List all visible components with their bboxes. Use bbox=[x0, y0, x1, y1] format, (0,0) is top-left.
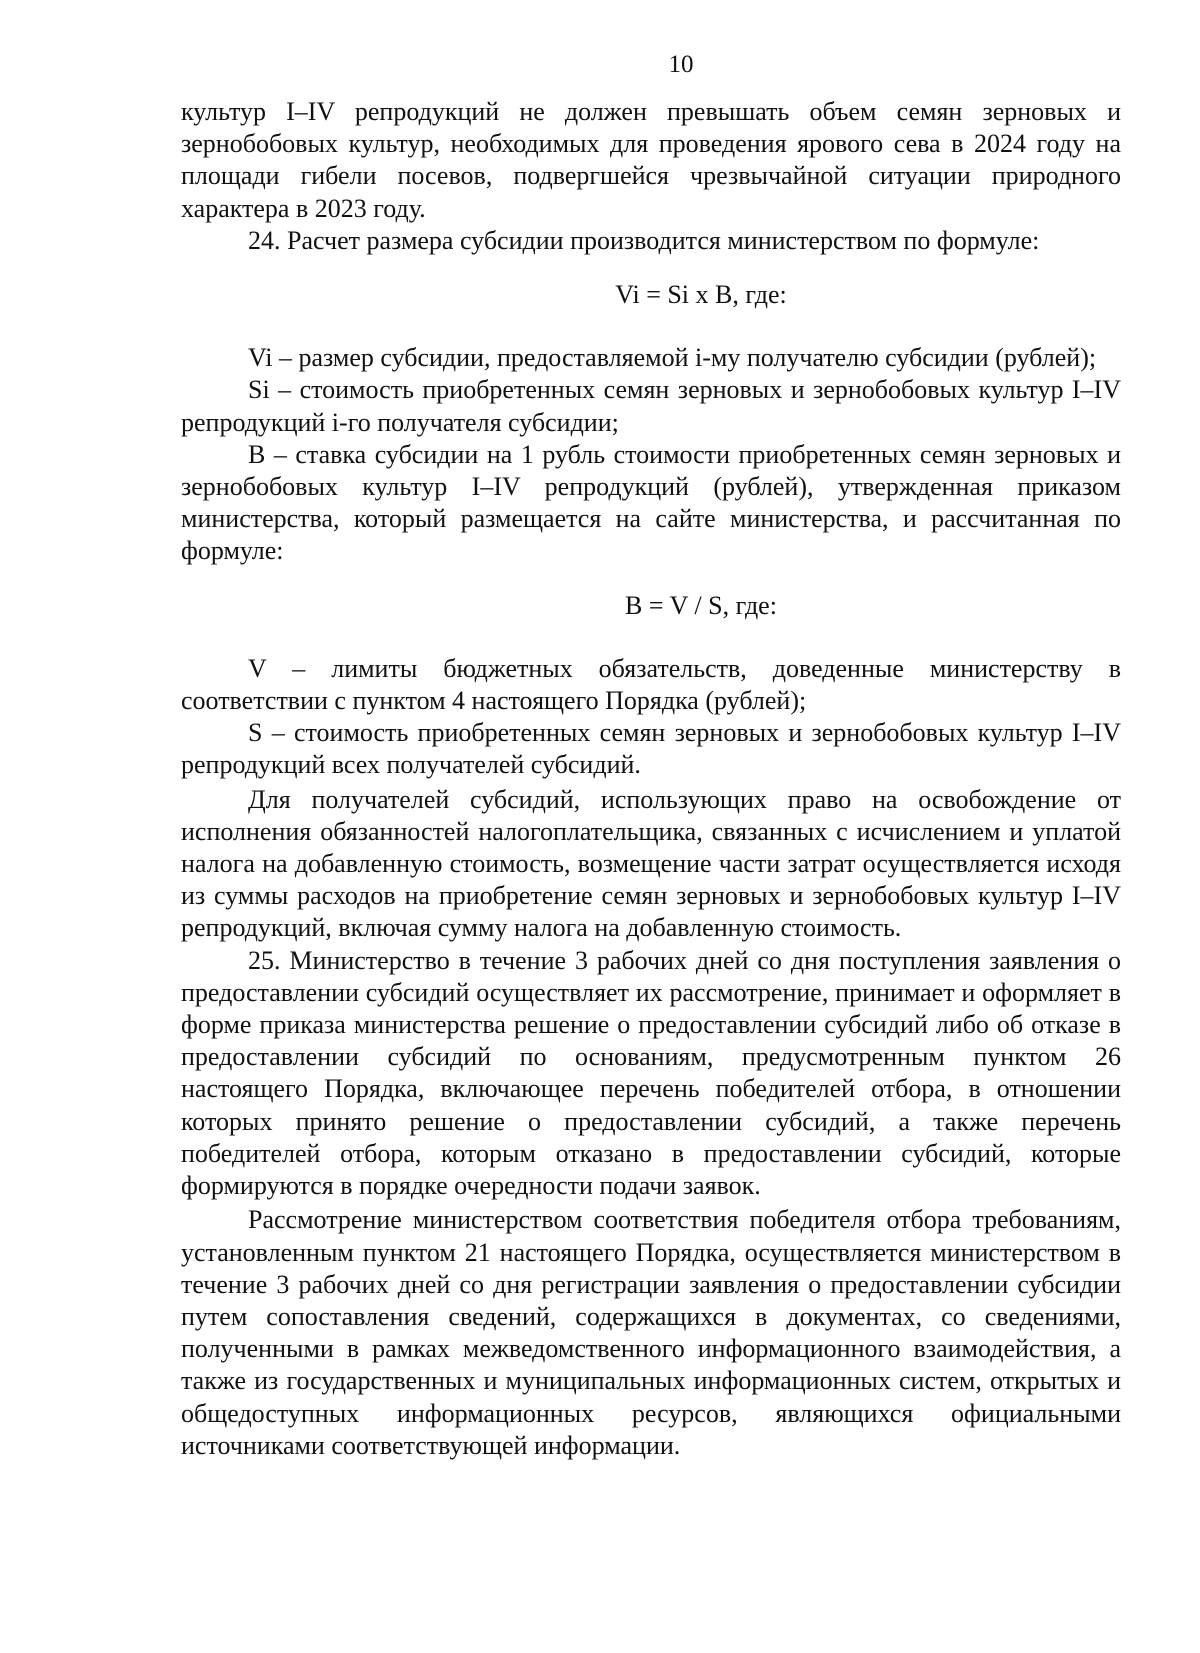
document-body bbox=[181, 96, 1121, 1462]
paragraph-item-25: 25. Министерство в течение 3 рабочих дней со дня поступления заявления о предоставлении субсидий осуществляет их рассмотрение, принимает и оформляет в форме приказа министерства решение о предоставлении субсидий либо об отказе в предоставлении субсидий по основаниям, предусмотренным пунктом 26 настоящего Порядка, включающее перечень победителей отбора, в отношении которых принято решение о предоставлении субсидий, а также перечень победителей отбора, которым отказано в предоставлении субсидий, которые формируются в порядке очередности подачи заявок. bbox=[181, 945, 1121, 1201]
paragraph-item-24: 24. Расчет размера субсидии производится министерством по формуле: bbox=[248, 225, 1040, 255]
paragraph-vat-note: Для получателей субсидий, использующих право на освобождение от исполнения обязанностей налогоплательщика, связанных с исчислением и уплатой налога на добавленную стоимость, возмещение части затрат осуществляется исходя из суммы расходов на приобретение семян зерновых и зернобобовых культур I–IV репродукций, включая сумму налога на добавленную стоимость. bbox=[181, 784, 1121, 943]
definition-vi: Vi – размер субсидии, предоставляемой i-му получателю субсидии (рублей); bbox=[248, 343, 1097, 373]
paragraph-review: Рассмотрение министерством соответствия победителя отбора требованиям, установленным пунктом 21 настоящего Порядка, осуществляется министерством в течение 3 рабочих дней со дня регистрации заявления о предоставлении субсидии путем сопоставления сведений, содержащихся в документах, со сведениями, полученными в рамках межведомственного информационного взаимодействия, а также из государственных и муниципальных информационных систем, открытых и общедоступных информационных ресурсов, являющихся официальными источниками соответствующей информации. bbox=[181, 1205, 1121, 1460]
paragraph-continuation: культур I–IV репродукций не должен превышать объем семян зерновых и зернобобовых культур, необходимых для проведения ярового сева в 2024 году на площади гибели посевов, подвергшейся чрезвычайной ситуации природного характера в 2023 году. bbox=[181, 97, 1121, 223]
definition-si: Si – стоимость приобретенных семян зерновых и зернобобовых культур I–IV репродукций i-го получателя субсидии; bbox=[181, 375, 1121, 437]
definition-v: V – лимиты бюджетных обязательств, доведенные министерству в соответствии с пунктом 4 настоящего Порядка (рублей); bbox=[181, 653, 1121, 716]
formula-vi: Vi = Si x B, где: bbox=[615, 280, 787, 310]
definition-b: B – ставка субсидии на 1 рубль стоимости приобретенных семян зерновых и зернобобовых культур I–IV репродукций (рублей), утвержденная приказом министерства, который размещается на сайте министерства, и рассчитанная по формуле: bbox=[181, 439, 1121, 566]
page-number: 10 bbox=[668, 51, 694, 78]
formula-b: B = V / S, где: bbox=[625, 590, 777, 620]
definition-s: S – стоимость приобретенных семян зерновых и зернобобовых культур I–IV репродукций всех получателей субсидий. bbox=[181, 718, 1121, 780]
